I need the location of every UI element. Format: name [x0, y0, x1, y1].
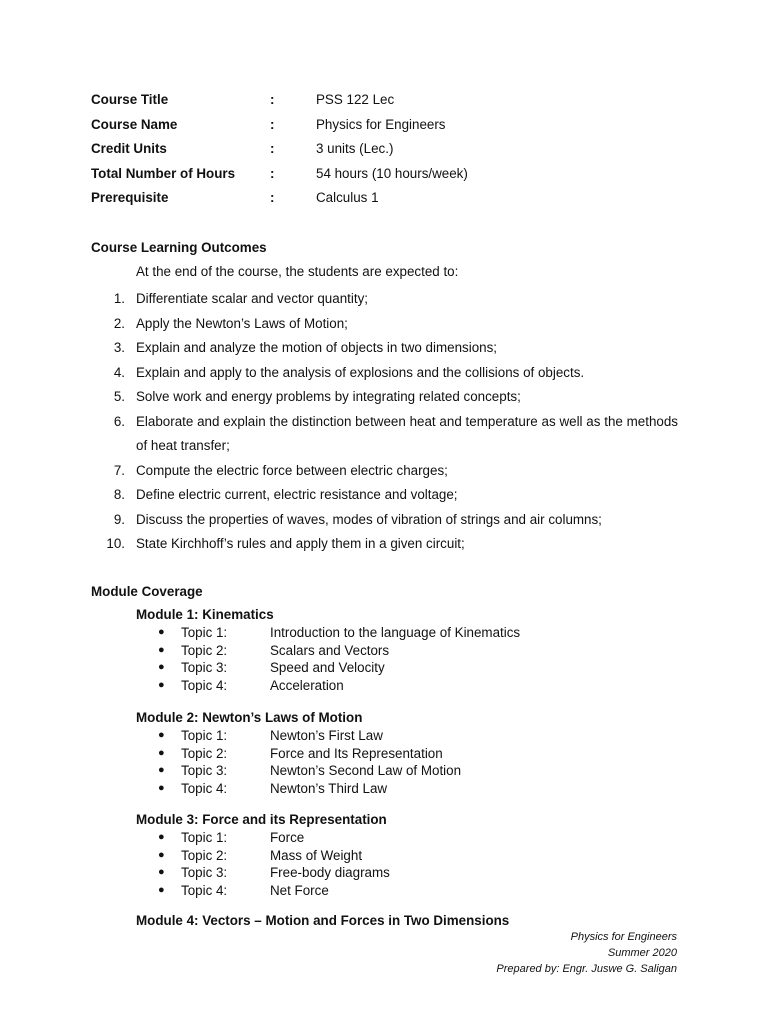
list-item	[91, 532, 678, 557]
bullet-icon: ●	[158, 866, 165, 878]
list-item	[91, 483, 678, 508]
topic-item	[136, 780, 696, 798]
topic-name: Newton’s First Law	[270, 728, 383, 743]
bullet-icon: ●	[158, 678, 165, 691]
course-name-row	[91, 116, 691, 141]
list-item	[91, 385, 678, 410]
learning-outcomes-heading: Course Learning Outcomes	[91, 240, 267, 255]
topic-label: Topic 2:	[181, 642, 228, 658]
topic-label: Topic 3:	[181, 763, 228, 778]
item-number: 9.	[113, 511, 125, 527]
info-colon: :	[270, 165, 275, 181]
bullet-icon: ●	[158, 848, 165, 861]
info-label: Course Title	[91, 92, 169, 107]
topic-name: Speed and Velocity	[270, 660, 385, 675]
topic-name: Introduction to the language of Kinematics	[270, 625, 521, 640]
info-value: Calculus 1	[316, 190, 379, 205]
item-number: 8.	[113, 487, 125, 502]
module-title: Module 1: Kinematics	[136, 607, 274, 622]
topic-item	[136, 864, 696, 882]
item-number: 7.	[113, 462, 125, 478]
topic-label: Topic 1:	[181, 830, 228, 845]
item-text: Elaborate and explain the distinction between heat and temperature as well as the methods of heat transfer;	[136, 413, 678, 453]
topic-label: Topic 1:	[181, 625, 228, 640]
item-text: Solve work and energy problems by integrating related concepts;	[136, 389, 521, 404]
topic-name: Newton’s Third Law	[270, 780, 388, 796]
topic-item	[136, 642, 696, 660]
topic-name: Free-body diagrams	[270, 865, 390, 880]
bullet-icon: ●	[158, 729, 165, 741]
topic-item	[136, 829, 696, 847]
bullet-icon: ●	[158, 643, 165, 656]
info-label: Course Name	[91, 116, 178, 132]
topic-name: Net Force	[270, 882, 329, 898]
footer-author: Prepared by: Engr. Juswe G. Saligan	[496, 963, 677, 975]
item-number: 1.	[113, 291, 125, 306]
course-info-table	[91, 91, 691, 214]
learning-outcomes-intro: At the end of the course, the students are expected to:	[136, 264, 459, 279]
item-text: Differentiate scalar and vector quantity;	[136, 291, 368, 306]
list-item	[91, 508, 678, 533]
topic-label: Topic 1:	[181, 728, 228, 743]
item-number: 10.	[106, 536, 125, 551]
bullet-icon: ●	[158, 746, 165, 759]
module-3	[136, 811, 696, 899]
module-1	[136, 606, 696, 694]
page-footer	[496, 929, 677, 977]
learning-outcomes-list	[91, 287, 678, 557]
info-colon: :	[270, 116, 275, 132]
topic-item	[136, 882, 696, 900]
module-2	[136, 709, 696, 797]
bullet-icon: ●	[158, 781, 165, 794]
topic-label: Topic 2:	[181, 745, 228, 761]
topic-label: Topic 3:	[181, 865, 228, 880]
bullet-icon: ●	[158, 883, 165, 896]
bullet-icon: ●	[158, 626, 165, 638]
topic-label: Topic 4:	[181, 677, 228, 693]
total-hours-row	[91, 165, 691, 190]
course-title-row	[91, 91, 691, 116]
credit-units-row	[91, 140, 691, 165]
item-number: 4.	[113, 364, 125, 380]
module-title: Module 3: Force and its Representation	[136, 812, 387, 827]
topic-label: Topic 4:	[181, 780, 228, 796]
module-coverage-heading: Module Coverage	[91, 584, 203, 599]
topic-label: Topic 2:	[181, 847, 228, 863]
topic-item	[136, 624, 696, 642]
footer-term: Summer 2020	[607, 947, 677, 959]
topic-name: Acceleration	[270, 677, 344, 693]
topic-item	[136, 847, 696, 865]
item-text: State Kirchhoff’s rules and apply them in a given circuit;	[136, 536, 465, 551]
module-title: Module 4: Vectors – Motion and Forces in Two Dimensions	[136, 913, 510, 928]
info-value: 54 hours (10 hours/week)	[316, 165, 468, 181]
info-colon: :	[270, 92, 275, 107]
list-item	[91, 312, 678, 337]
item-text: Compute the electric force between electric charges;	[136, 462, 448, 478]
topic-label: Topic 4:	[181, 882, 228, 898]
bullet-icon: ●	[158, 764, 165, 776]
item-text: Discuss the properties of waves, modes of vibration of strings and air columns;	[136, 511, 602, 527]
topic-name: Scalars and Vectors	[270, 642, 390, 658]
prerequisite-row	[91, 189, 691, 214]
topic-item	[136, 727, 696, 745]
footer-course-name: Physics for Engineers	[570, 931, 677, 943]
info-label: Prerequisite	[91, 190, 169, 205]
item-number: 2.	[113, 315, 125, 331]
item-text: Explain and analyze the motion of objects in two dimensions;	[136, 340, 498, 355]
info-label: Credit Units	[91, 141, 167, 156]
item-text: Explain and apply to the analysis of explosions and the collisions of objects.	[136, 364, 585, 380]
info-value: 3 units (Lec.)	[316, 141, 394, 156]
topic-name: Force and Its Representation	[270, 745, 443, 761]
info-label: Total Number of Hours	[91, 165, 236, 181]
topic-label: Topic 3:	[181, 660, 228, 675]
module-title: Module 2: Newton’s Laws of Motion	[136, 710, 363, 725]
topic-item	[136, 677, 696, 695]
list-item	[91, 410, 678, 459]
list-item	[91, 459, 678, 484]
module-4	[136, 912, 696, 930]
info-value: Physics for Engineers	[316, 116, 446, 132]
info-colon: :	[270, 141, 275, 156]
item-number: 5.	[113, 389, 125, 404]
topic-name: Mass of Weight	[270, 847, 363, 863]
topic-item	[136, 745, 696, 763]
list-item	[91, 336, 678, 361]
item-number: 6.	[113, 413, 125, 429]
list-item	[91, 287, 678, 312]
item-text: Define electric current, electric resistance and voltage;	[136, 487, 458, 502]
topic-name: Newton’s Second Law of Motion	[270, 763, 462, 778]
info-colon: :	[270, 190, 275, 205]
item-text: Apply the Newton’s Laws of Motion;	[136, 315, 348, 331]
info-value: PSS 122 Lec	[316, 92, 395, 107]
topic-item	[136, 762, 696, 780]
item-number: 3.	[113, 340, 125, 355]
topic-name: Force	[270, 830, 305, 845]
bullet-icon: ●	[158, 661, 165, 673]
list-item	[91, 361, 678, 386]
topic-item	[136, 659, 696, 677]
bullet-icon: ●	[158, 831, 165, 843]
